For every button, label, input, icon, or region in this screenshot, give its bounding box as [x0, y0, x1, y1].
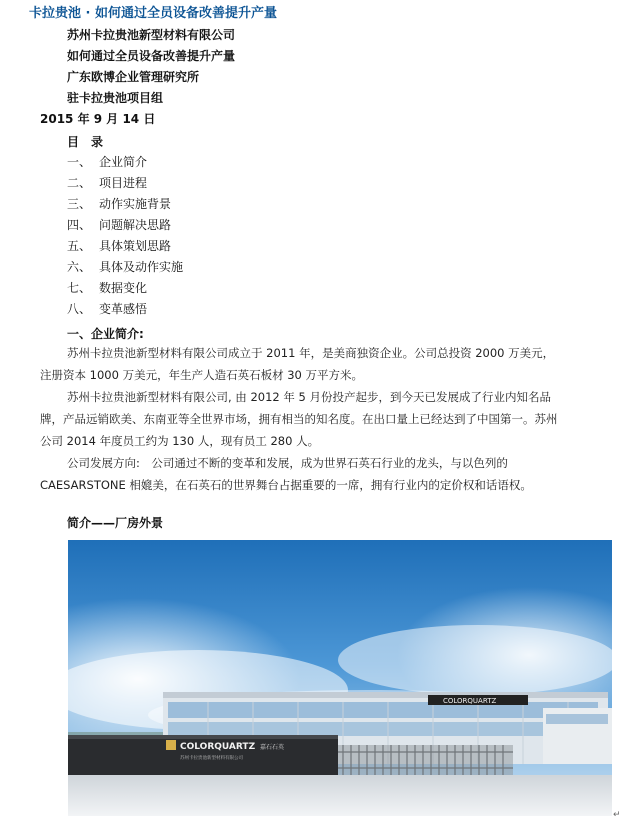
direction-paragraph: 公司发展方向: 公司通过不断的变革和发展，成为世界石英石行业的龙头，与以色列的 CAESARSTONE 相媲美，在石英石的世界舞台占据重要的一席，拥有行业内的定价权和话语权。 — [40, 456, 532, 492]
toc-item[interactable] — [67, 300, 147, 317]
factory-window-band — [168, 702, 598, 718]
toc-item-label: 变革感悟 — [99, 302, 148, 316]
rooftop-sign-logo: COLORQUARTZ — [443, 697, 497, 705]
toc-item-number: 二、 — [67, 176, 92, 190]
paragraph-mark: ↵ — [613, 810, 621, 820]
photo-caption: 简介——厂房外景 — [67, 516, 164, 530]
gate-sign-cn: 嘉石石英 — [260, 744, 285, 751]
sign-logo-mark — [166, 740, 176, 750]
toc-item-number: 七、 — [67, 281, 92, 295]
toc-item-number: 三、 — [67, 197, 92, 211]
toc-item-number: 四、 — [67, 218, 92, 232]
toc-item-label: 企业简介 — [99, 155, 148, 169]
section-heading: 一、企业简介: — [67, 327, 144, 341]
company-name: 苏州卡拉贵池新型材料有限公司 — [67, 28, 236, 42]
project-team: 驻卡拉贵池项目组 — [67, 91, 164, 105]
document-subject: 如何通过全员设备改善提升产量 — [67, 49, 236, 63]
toc-item-number: 五、 — [67, 239, 92, 253]
ground — [68, 775, 612, 816]
document-date: 2015 年 9 月 14 日 — [40, 112, 156, 126]
toc-item-number: 一、 — [67, 155, 92, 169]
toc-item[interactable] — [67, 258, 183, 275]
toc-item-label: 问题解决思路 — [99, 218, 172, 232]
toc-item-label: 动作实施背景 — [99, 197, 172, 211]
institute-name: 广东欧博企业管理研究所 — [67, 70, 200, 84]
toc-item-number: 六、 — [67, 260, 92, 274]
factory-window-band — [168, 722, 598, 736]
cloud — [338, 625, 612, 695]
gate-sign-logo: COLORQUARTZ — [180, 742, 256, 752]
toc-item[interactable] — [67, 279, 147, 296]
gate-wall-top — [68, 735, 338, 739]
document-title: 卡拉贵池 · 如何通过全员设备改善提升产量 — [29, 6, 277, 21]
toc-item[interactable] — [67, 216, 171, 233]
factory-photo — [68, 540, 612, 816]
toc-item-label: 具体及动作实施 — [99, 260, 184, 274]
toc-item-label: 项目进程 — [99, 176, 148, 190]
intro-paragraph: 苏州卡拉贵池新型材料有限公司成立于 2011 年，是美商独资企业。公司总投资 2000 万美元，注册资本 1000 万美元，年生产人造石英石板材 30 万平方米。 — [40, 346, 555, 382]
toc-item-label: 数据变化 — [99, 281, 148, 295]
gate-wall — [68, 735, 338, 775]
toc-item[interactable] — [67, 153, 147, 170]
side-building-windows — [546, 714, 608, 724]
toc-item[interactable] — [67, 237, 171, 254]
factory-roof-edge — [163, 692, 608, 698]
toc-item[interactable] — [67, 174, 147, 191]
toc-title: 目 录 — [67, 135, 104, 149]
toc-item-number: 八、 — [67, 302, 92, 316]
gate-sign-company: 苏州卡拉贵池新型材料有限公司 — [180, 756, 243, 761]
toc-item[interactable] — [67, 195, 171, 212]
history-paragraph: 苏州卡拉贵池新型材料有限公司, 由 2012 年 5 月份投产起步，到今天已发展成了行业内知名品牌，产品远销欧美、东南亚等全世界市场，拥有相当的知名度。在出口量上已经达到了中国第一。苏州公司 2014 年度员工约为 130 人，现有员工 280 人。 — [40, 390, 558, 448]
toc-item-label: 具体策划思路 — [99, 239, 172, 253]
